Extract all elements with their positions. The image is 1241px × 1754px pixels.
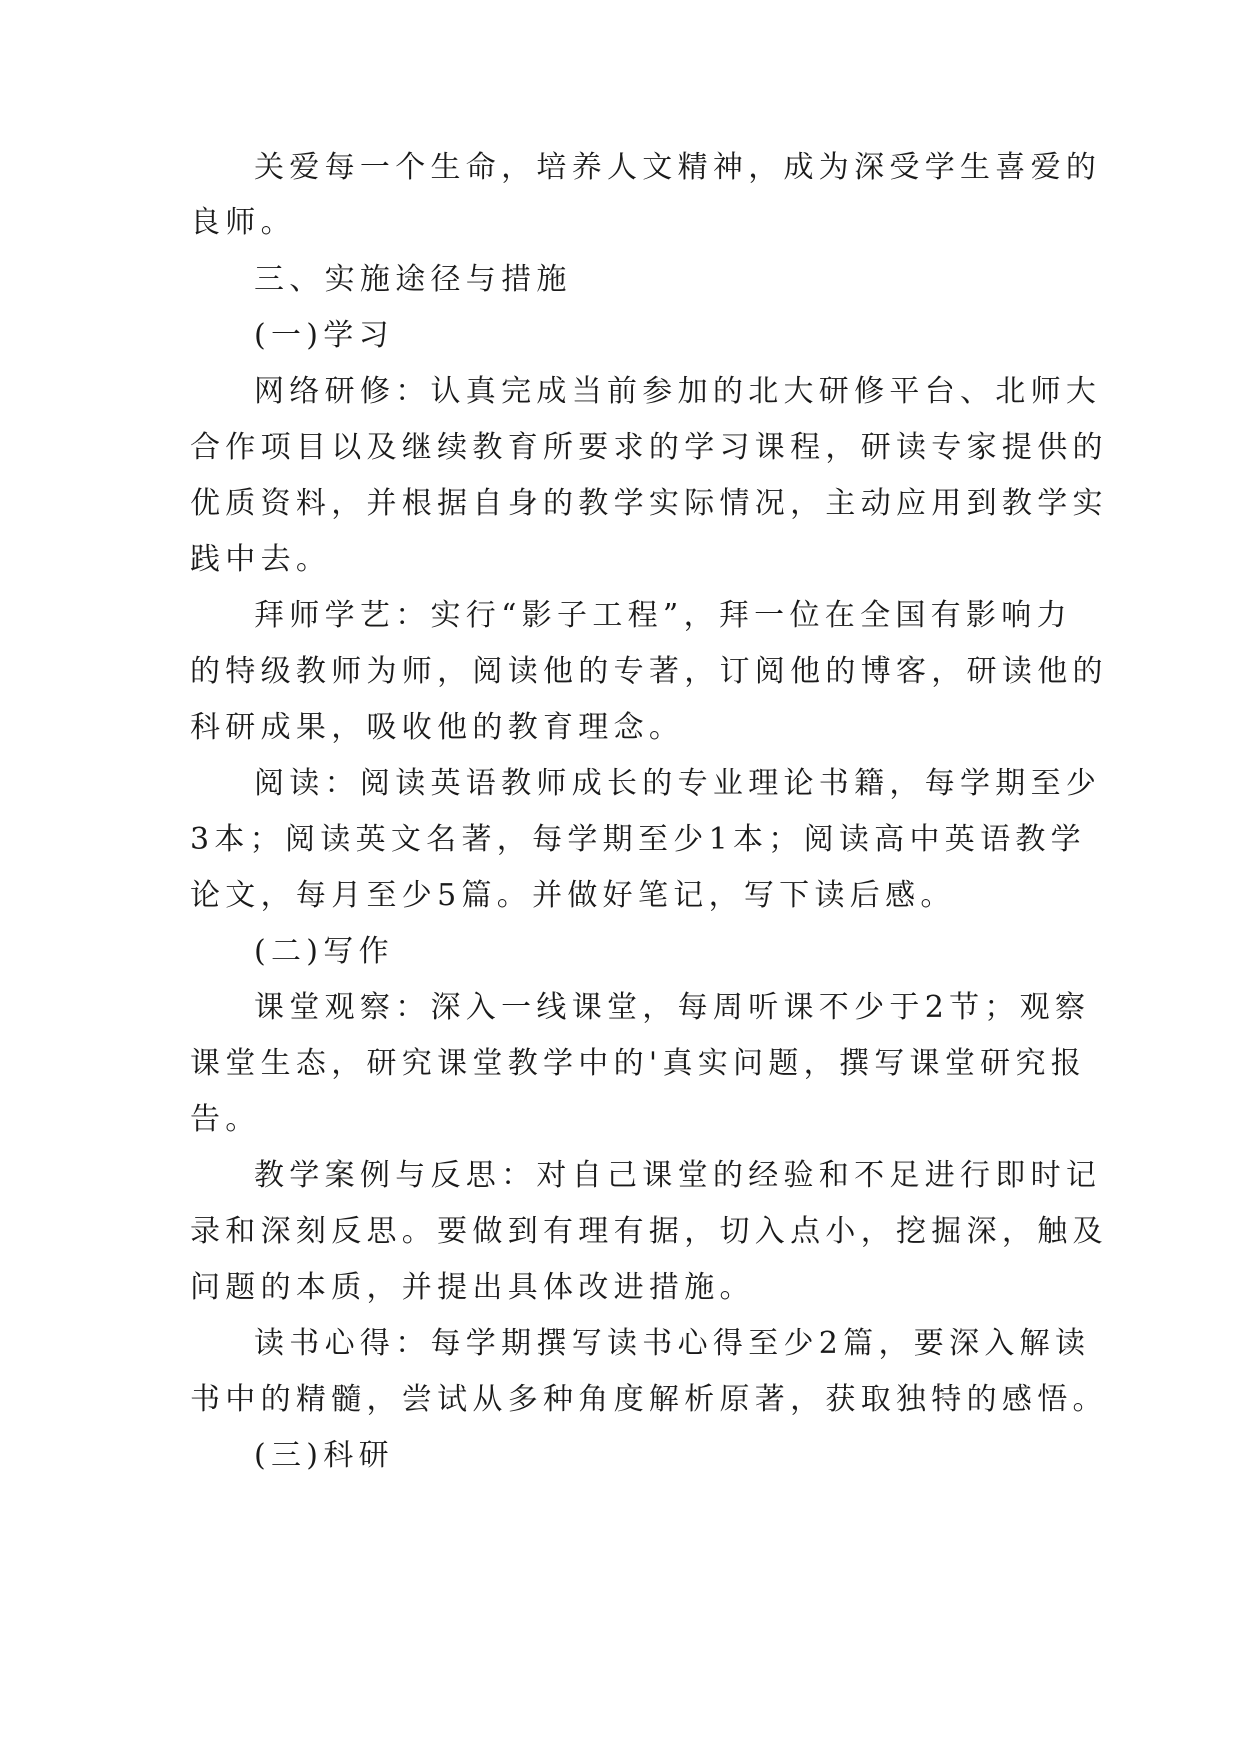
subsection-heading: (三)科研 xyxy=(254,1438,394,1473)
text-line: 拜师学艺：实行“影子工程”，拜一位在全国有影响力 xyxy=(254,598,1072,633)
subsection-heading: (二)写作 xyxy=(254,934,394,969)
text-line: 课堂观察：深入一线课堂，每周听课不少于2节；观察 xyxy=(254,990,1091,1025)
text-line: 书中的精髓，尝试从多种角度解析原著，获取独特的感悟。 xyxy=(190,1382,1108,1417)
text-line: 3本；阅读英文名著，每学期至少1本；阅读高中英语教学 xyxy=(190,822,1086,857)
text-line: 教学案例与反思：对自己课堂的经验和不足进行即时记 xyxy=(254,1158,1102,1193)
text-line: 网络研修：认真完成当前参加的北大研修平台、北师大 xyxy=(254,374,1102,409)
text-line: 论文，每月至少5篇。并做好笔记，写下读后感。 xyxy=(190,878,956,913)
text-line: 良师。 xyxy=(190,205,296,240)
text-line: 读书心得：每学期撰写读书心得至少2篇，要深入解读 xyxy=(254,1326,1091,1361)
section-heading: 三、实施途径与措施 xyxy=(254,262,572,297)
text-line: 优质资料，并根据自身的教学实际情况，主动应用到教学实 xyxy=(190,486,1108,521)
text-line: 科研成果，吸收他的教育理念。 xyxy=(190,710,685,745)
text-line: 践中去。 xyxy=(190,542,332,577)
text-line: 的特级教师为师，阅读他的专著，订阅他的博客，研读他的 xyxy=(190,654,1108,689)
text-line: 课堂生态，研究课堂教学中的'真实问题，撰写课堂研究报 xyxy=(190,1046,1087,1081)
text-line: 告。 xyxy=(190,1102,261,1137)
text-line: 合作项目以及继续教育所要求的学习课程，研读专家提供的 xyxy=(190,430,1108,465)
text-line: 问题的本质，并提出具体改进措施。 xyxy=(190,1270,755,1305)
subsection-heading: (一)学习 xyxy=(254,318,394,353)
text-line: 录和深刻反思。要做到有理有据，切入点小，挖掘深，触及 xyxy=(190,1214,1108,1249)
text-line: 关爱每一个生命，培养人文精神，成为深受学生喜爱的 xyxy=(254,150,1102,185)
text-line: 阅读：阅读英语教师成长的专业理论书籍，每学期至少 xyxy=(254,766,1102,801)
